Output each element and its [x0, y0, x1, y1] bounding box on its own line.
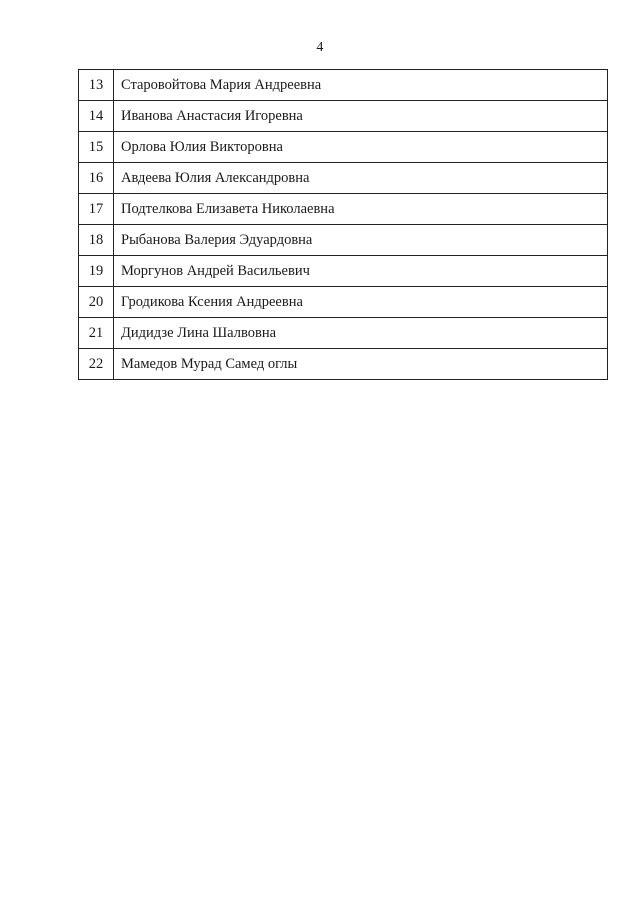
row-number: 20	[79, 287, 114, 318]
row-name: Мамедов Мурад Самед оглы	[114, 349, 608, 380]
roster-table	[78, 69, 608, 380]
row-name: Старовойтова Мария Андреевна	[114, 70, 608, 101]
table-row	[79, 318, 608, 349]
row-name: Авдеева Юлия Александровна	[114, 163, 608, 194]
row-number: 16	[79, 163, 114, 194]
table-row	[79, 132, 608, 163]
row-name: Орлова Юлия Викторовна	[114, 132, 608, 163]
page-number: 4	[316, 40, 324, 55]
table-row	[79, 163, 608, 194]
table-row	[79, 225, 608, 256]
row-number: 22	[79, 349, 114, 380]
row-name: Подтелкова Елизавета Николаевна	[114, 194, 608, 225]
table-row	[79, 256, 608, 287]
row-number: 21	[79, 318, 114, 349]
row-name: Иванова Анастасия Игоревна	[114, 101, 608, 132]
table-row	[79, 349, 608, 380]
row-number: 17	[79, 194, 114, 225]
row-name: Гродикова Ксения Андреевна	[114, 287, 608, 318]
table-row	[79, 194, 608, 225]
row-number: 19	[79, 256, 114, 287]
row-name: Дидидзе Лина Шалвовна	[114, 318, 608, 349]
row-number: 13	[79, 70, 114, 101]
row-number: 15	[79, 132, 114, 163]
table-row	[79, 70, 608, 101]
row-name: Моргунов Андрей Васильевич	[114, 256, 608, 287]
table-row	[79, 287, 608, 318]
table-row	[79, 101, 608, 132]
roster-table-body	[79, 70, 608, 380]
row-name: Рыбанова Валерия Эдуардовна	[114, 225, 608, 256]
row-number: 14	[79, 101, 114, 132]
row-number: 18	[79, 225, 114, 256]
